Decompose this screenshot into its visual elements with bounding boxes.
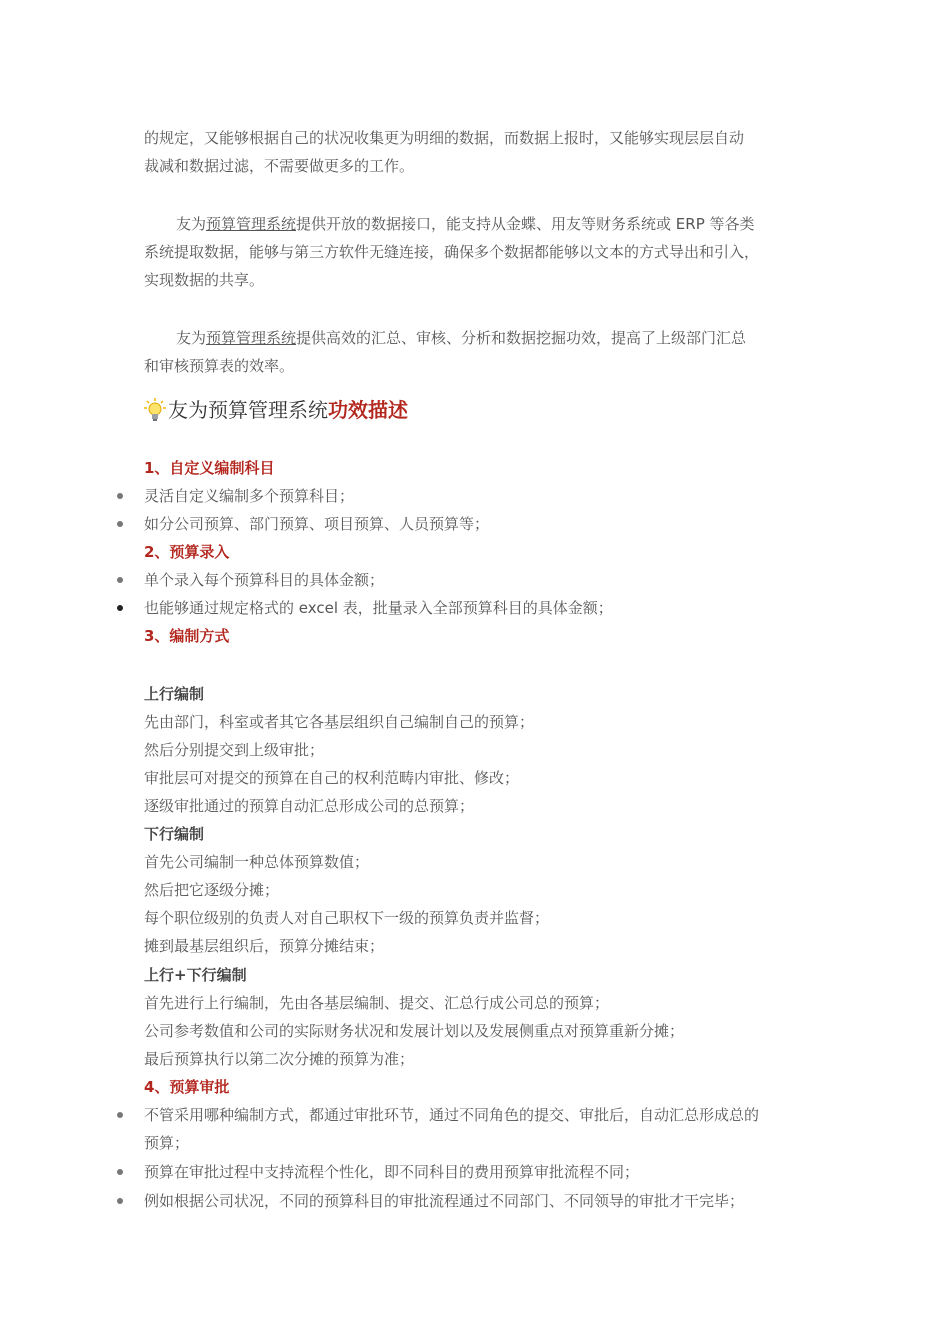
text-line: 先由部门，科室或者其它各基层组织自己编制自己的预算； [144,713,535,731]
paragraph-line [176,324,746,352]
bullet-icon [117,1169,123,1175]
bullet-icon [117,577,123,583]
subheading-upward: 上行编制 [144,685,205,703]
heading-budget-entry: 2、预算录入 [144,543,230,561]
subheading-downward: 下行编制 [144,825,205,843]
section-title-accent: 功效描述 [328,398,408,422]
text-line: 摊到最基层组织后，预算分摊结束； [144,937,385,955]
bullet-icon [117,605,123,611]
heading-custom-subjects: 1、自定义编制科目 [144,459,275,477]
list-item: 灵活自定义编制多个预算科目； [144,487,355,505]
bullet-icon [117,493,123,499]
text-line: 然后分别提交到上级审批； [144,741,325,759]
lightbulb-icon [144,397,166,423]
paragraph-line [176,210,755,238]
list-item-continuation: 预算； [144,1134,190,1152]
paragraph-text: 提供开放的数据接口，能支持从金蝶、用友等财务系统或 ERP 等各类 [296,215,755,233]
list-item: 如分公司预算、部门预算、项目预算、人员预算等； [144,515,490,533]
section-title-plain: 友为预算管理系统 [168,398,328,422]
paragraph-line: 裁减和数据过滤，不需要做更多的工作。 [144,157,415,175]
list-item: 预算在审批过程中支持流程个性化，即不同科目的费用预算审批流程不同； [144,1163,640,1181]
budget-system-link[interactable]: 预算管理系统 [206,329,297,347]
heading-compile-mode: 3、编制方式 [144,627,230,645]
budget-system-link[interactable]: 预算管理系统 [206,215,297,233]
paragraph-prefix: 友为 [176,215,207,233]
list-item: 单个录入每个预算科目的具体金额； [144,571,385,589]
list-item: 也能够通过规定格式的 excel 表，批量录入全部预算科目的具体金额； [144,599,613,617]
text-line: 逐级审批通过的预算自动汇总形成公司的总预算； [144,797,475,815]
bullet-icon [117,1198,123,1204]
paragraph-line: 和审核预算表的效率。 [144,357,295,375]
subheading-up-down: 上行+下行编制 [144,966,247,984]
paragraph-line: 的规定，又能够根据自己的状况收集更为明细的数据，而数据上报时，又能够实现层层自动 [144,129,745,147]
text-line: 每个职位级别的负责人对自己职权下一级的预算负责并监督； [144,909,550,927]
text-line: 然后把它逐级分摊； [144,881,280,899]
paragraph-prefix: 友为 [176,329,207,347]
text-line: 最后预算执行以第二次分摊的预算为准； [144,1050,415,1068]
bullet-icon [117,1112,123,1118]
text-line: 首先进行上行编制，先由各基层编制、提交、汇总行成公司总的预算； [144,994,610,1012]
paragraph-line: 实现数据的共享。 [144,271,265,289]
section-title [144,393,408,427]
heading-budget-approval: 4、预算审批 [144,1078,230,1096]
bullet-icon [117,521,123,527]
list-item: 不管采用哪种编制方式，都通过审批环节，通过不同角色的提交、审批后，自动汇总形成总的 [144,1106,760,1124]
text-line: 首先公司编制一种总体预算数值； [144,853,370,871]
text-line: 公司参考数值和公司的实际财务状况和发展计划以及发展侧重点对预算重新分摊； [144,1022,685,1040]
list-item: 例如根据公司状况，不同的预算科目的审批流程通过不同部门、不同领导的审批才干完毕； [144,1192,745,1210]
text-line: 审批层可对提交的预算在自己的权利范畴内审批、修改； [144,769,520,787]
paragraph-line: 系统提取数据，能够与第三方软件无缝连接，确保多个数据都能够以文本的方式导出和引入， [144,243,760,261]
paragraph-text: 提供高效的汇总、审核、分析和数据挖掘功效，提高了上级部门汇总 [296,329,747,347]
